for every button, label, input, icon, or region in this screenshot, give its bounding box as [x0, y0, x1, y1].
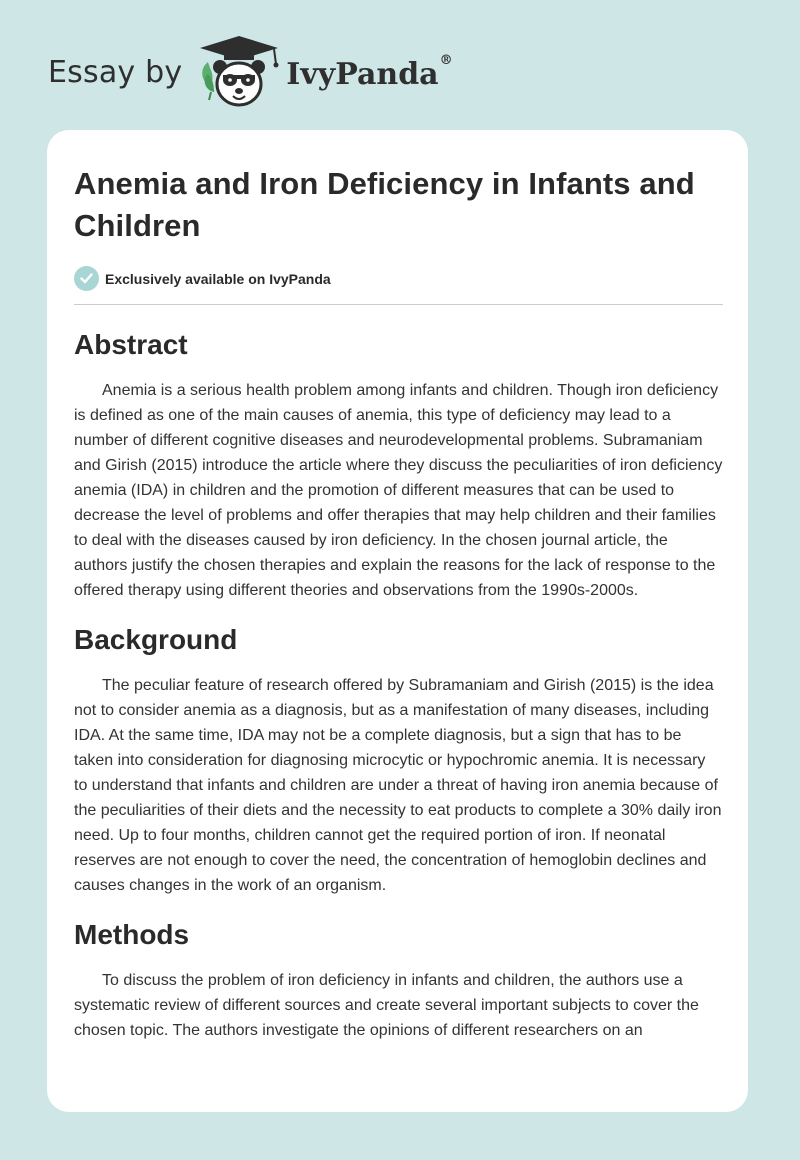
- essay-title: Anemia and Iron Deficiency in Infants and Children: [74, 166, 695, 243]
- checkmark-icon: [74, 266, 99, 291]
- brand-prefix: Essay by: [48, 54, 183, 90]
- section-paragraph: The peculiar feature of research offered by Subramaniam and Girish (2015) is the idea not to consider anemia as a diagnosis, but as a manifestation of many diseases, including IDA. At the same time, IDA may not be a complete diagnosis, but a sign that has to be taken into consideration for diagnosing microcytic or hypochromic anemia. It is necessary to understand that infants and children are under a threat of having iron anemia because of the peculiarities of their diets and the necessity to eat products to complete a 30% daily iron need. Up to four months, children cannot get the required portion of iron. If neonatal reserves are not enough to cover the need, the concentration of hemoglobin declines and causes changes in the work of an organism.: [74, 677, 722, 894]
- section-heading: Background: [74, 624, 238, 655]
- brand-name: IvyPanda®: [286, 52, 453, 92]
- section-methods: [74, 918, 723, 1043]
- site-header-logo[interactable]: [48, 34, 453, 110]
- essay-card: [47, 130, 748, 1112]
- section-background: [74, 623, 723, 898]
- exclusive-badge: [74, 266, 723, 291]
- exclusive-label: Exclusively available on IvyPanda: [105, 270, 331, 287]
- leaf-icon: [203, 62, 215, 100]
- essay-content: [74, 163, 723, 1043]
- section-paragraph: To discuss the problem of iron deficiency in infants and children, the authors use a systematic review of different sources and create several important subjects to cover the chosen topic. The authors investigate the opinions of different researchers on an: [74, 972, 699, 1039]
- divider: [74, 304, 723, 305]
- section-heading: Abstract: [74, 329, 188, 360]
- registered-mark: ®: [439, 52, 453, 68]
- section-heading: Methods: [74, 919, 190, 950]
- panda-logo-icon: [196, 34, 282, 110]
- section-abstract: [74, 328, 723, 603]
- section-paragraph: Anemia is a serious health problem among infants and children. Though iron deficiency is defined as one of the main causes of anemia, this type of deficiency may lead to a number of different cognitive diseases and neurodevelopmental problems. Subramaniam and Girish (2015) introduce the article where they discuss the peculiarities of iron deficiency anemia (IDA) in children and the promotion of different measures that can be used to decrease the level of problems and offer therapies that may help children and their families to deal with the diseases caused by iron deficiency. In the chosen journal article, the authors justify the chosen therapies and explain the reasons for the lack of response to the offered therapy using different theories and observations from the 1990s-2000s.: [74, 382, 723, 599]
